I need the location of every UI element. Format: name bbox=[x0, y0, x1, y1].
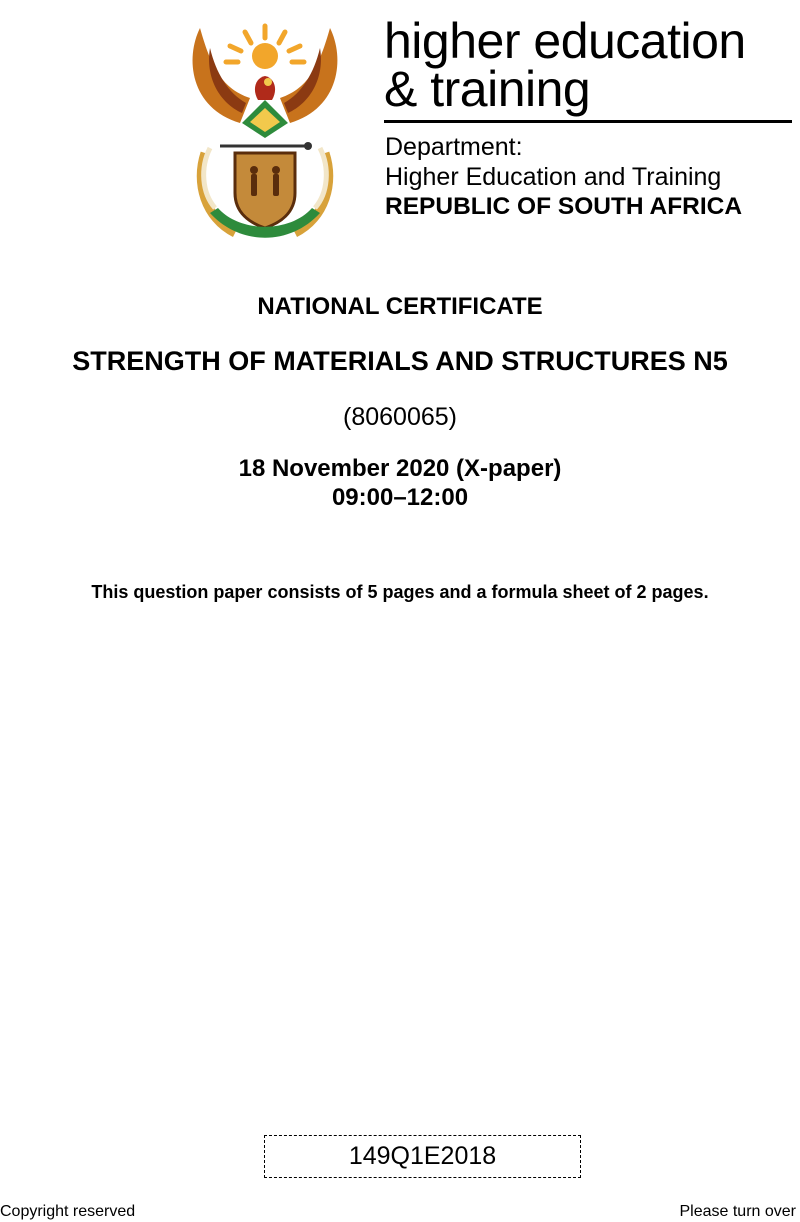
reference-code-box bbox=[264, 1135, 581, 1178]
department-country: REPUBLIC OF SOUTH AFRICA bbox=[385, 193, 743, 220]
brand-title-line-2: & training bbox=[384, 61, 591, 117]
subject-title: STRENGTH OF MATERIALS AND STRUCTURES N5 bbox=[72, 346, 728, 376]
certificate-type: NATIONAL CERTIFICATE bbox=[257, 293, 543, 320]
sun-icon bbox=[226, 26, 304, 69]
exam-date: 18 November 2020 (X-paper) bbox=[238, 455, 562, 482]
paper-code: (8060065) bbox=[343, 403, 457, 431]
brand-title-line-1: higher education bbox=[384, 13, 746, 69]
footer-turn-over: Please turn over bbox=[679, 1203, 796, 1220]
department-name: Higher Education and Training bbox=[385, 163, 722, 191]
coat-of-arms-logo bbox=[180, 18, 350, 246]
footer-copyright: Copyright reserved bbox=[0, 1203, 136, 1220]
reference-code: 149Q1E2018 bbox=[348, 1142, 497, 1170]
brand-divider bbox=[384, 120, 792, 123]
department-label: Department: bbox=[385, 133, 523, 161]
exam-time: 09:00–12:00 bbox=[331, 484, 469, 511]
paper-info: This question paper consists of 5 pages and a formula sheet of 2 pages. bbox=[91, 582, 709, 602]
